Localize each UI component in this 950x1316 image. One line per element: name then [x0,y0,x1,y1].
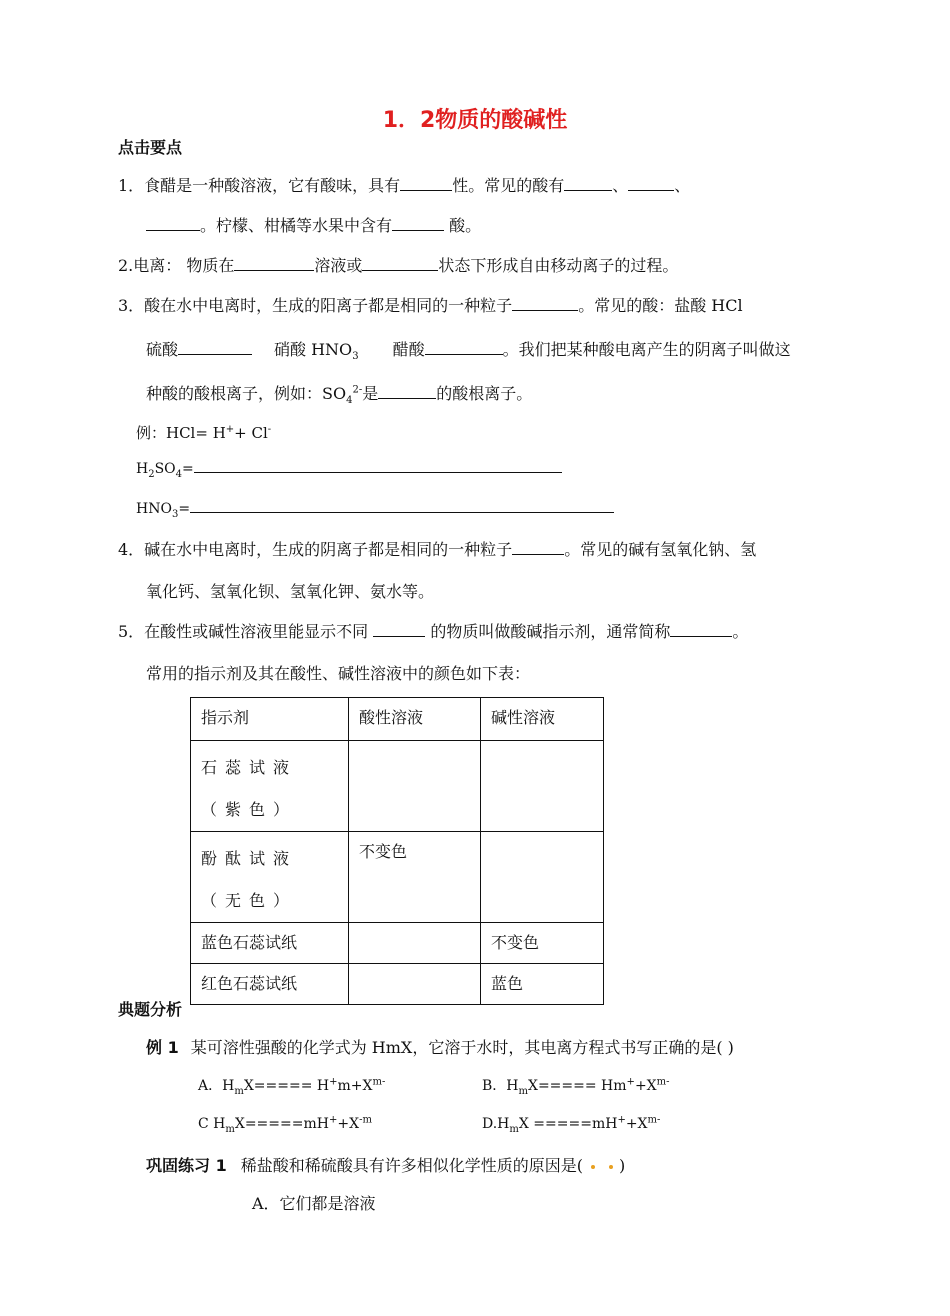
table-cell: 不变色 [481,923,604,964]
section-heading-key-points: 点击要点 [118,138,183,157]
table-cell [349,923,481,964]
blank [392,216,444,231]
paragraph-5-line-2: 常用的指示剂及其在酸性、碱性溶液中的颜色如下表： [146,664,531,683]
superscript: m- [647,1114,661,1126]
table-cell: 石蕊试液（紫色） [191,741,349,832]
subscript: 3 [171,508,179,520]
table-row [191,923,604,964]
table-cell: 不变色 [349,832,481,923]
text: 2.电离： 物质在 [118,256,235,275]
page-title: 1．2物质的酸碱性 [382,108,568,133]
table-cell: 蓝色 [481,964,604,1005]
text: 5．在酸性或碱性溶液里能显示不同 [118,622,374,641]
option-a [198,1078,385,1095]
table-cell: 酚酞试液（无色） [191,832,349,923]
subscript: 3 [352,351,359,363]
question-practice-1 [146,1156,625,1175]
text: 醋酸 [392,340,425,359]
question-label: 例 1 [146,1038,179,1057]
table-cell [481,832,604,923]
text: 。我们把某种酸电离产生的阴离子叫做这 [502,340,791,359]
example-h2so4 [136,460,562,478]
blank [512,540,564,555]
text: +X [625,1116,648,1132]
paragraph-1-line-2 [146,216,481,235]
subscript: m [234,1085,244,1097]
text: +X [634,1078,657,1094]
superscript: 2- [352,384,363,396]
subscript: 2 [148,468,155,480]
blank [670,622,732,637]
question-example-1 [146,1038,734,1057]
text: 。 [732,622,749,641]
text: B．H [482,1078,519,1094]
text: 硫酸 [146,340,179,359]
text: HNO [136,501,172,517]
text: 状态下形成自由移动离子的过程。 [438,256,679,275]
subscript: m [225,1123,235,1135]
table-header-cell: 指示剂 [191,698,349,741]
blank [146,216,200,231]
text: 4．碱在水中电离时，生成的阴离子都是相同的一种粒子 [118,540,513,559]
text: + Cl [234,424,268,442]
table-header-cell: 碱性溶液 [481,698,604,741]
table-cell: 蓝色石蕊试纸 [191,923,349,964]
table-row [191,741,604,832]
superscript: m- [656,1076,670,1088]
text: 的酸根离子。 [436,384,533,403]
table-header-row [191,698,604,741]
text: 硝酸 HNO [274,340,353,359]
paragraph-3-line-1 [118,296,743,315]
text: 。常见的碱有氢氧化钠、氢 [564,540,757,559]
text: H [136,461,149,477]
text: +X [337,1116,360,1132]
text: X===== H [243,1078,330,1094]
subscript: m [509,1123,519,1135]
subscript: m [518,1085,528,1097]
text: 性。常见的酸有 [452,176,565,195]
text: = [178,501,191,517]
text: D.H [482,1116,510,1132]
table-row [191,832,604,923]
blank [628,176,674,191]
text: X=====mH [234,1116,329,1132]
text: 、 [612,176,629,195]
option-d [482,1116,660,1133]
blank [425,340,503,355]
blank [190,500,614,513]
practice-option-a: A．它们都是溶液 [252,1194,376,1213]
dot-mark [609,1165,613,1169]
table-cell: 红色石蕊试纸 [191,964,349,1005]
paragraph-4-line-1 [118,540,756,559]
text: 例：HCl= H [136,424,226,442]
section-heading-analysis: 典题分析 [118,1000,183,1019]
blank [400,176,452,191]
text: X =====mH [518,1116,618,1132]
text: 是 [362,384,379,403]
table-header-cell: 酸性溶液 [349,698,481,741]
blank [234,256,314,271]
paragraph-2 [118,256,678,275]
blank [564,176,612,191]
superscript: + [329,1076,338,1088]
text: 3．酸在水中电离时，生成的阳离子都是相同的一种粒子 [118,296,513,315]
paragraph-3-line-3 [146,384,533,407]
blank [378,384,436,399]
subscript: 4 [175,468,183,480]
superscript: - [267,424,272,435]
text: 种酸的酸根离子，例如：SO [146,384,347,403]
paragraph-1-line-1 [118,176,690,195]
superscript: -m [359,1114,372,1126]
question-stem: 某可溶性强酸的化学式为 HmX，它溶于水时，其电离方程式书写正确的是( ) [190,1038,734,1057]
text: ) [618,1156,626,1175]
dot-mark [591,1165,595,1169]
superscript: m- [372,1076,386,1088]
example-hno3 [136,500,614,518]
paragraph-4-line-2: 氧化钙、氢氧化钡、氢氧化钾、氨水等。 [146,582,435,601]
text: 。常见的酸：盐酸 HCl [578,296,743,315]
subscript: 4 [346,395,353,407]
text: A．H [198,1078,235,1094]
option-b [482,1078,670,1095]
blank [512,296,578,311]
text: 酸。 [444,216,482,235]
table-cell [349,964,481,1005]
text: 的物质叫做酸碱指示剂，通常简称 [425,622,671,641]
text: 。柠檬、柑橘等水果中含有 [200,216,393,235]
question-stem: 稀盐酸和稀硫酸具有许多相似化学性质的原因是( [240,1156,583,1175]
table-cell [481,741,604,832]
text: 、 [674,176,691,195]
table-cell [349,741,481,832]
blank [362,256,438,271]
paragraph-3-line-2 [146,340,791,363]
question-label: 巩固练习 1 [146,1156,227,1175]
option-c [198,1116,372,1133]
superscript: + [626,1076,635,1088]
superscript: + [225,424,235,435]
text: C H [198,1116,226,1132]
blank [373,622,425,637]
superscript: + [617,1114,626,1126]
table-row [191,964,604,1005]
paragraph-5-line-1 [118,622,748,641]
text: m+X [337,1078,373,1094]
blank [194,460,562,473]
blank [178,340,252,355]
text: 溶液或 [314,256,363,275]
text: X===== Hm [527,1078,627,1094]
example-hcl [136,424,271,442]
superscript: + [328,1114,338,1126]
text: SO [154,461,176,477]
text: = [182,461,194,477]
indicator-color-table [190,697,604,1005]
text: 1．食醋是一种酸溶液，它有酸味，具有 [118,176,401,195]
